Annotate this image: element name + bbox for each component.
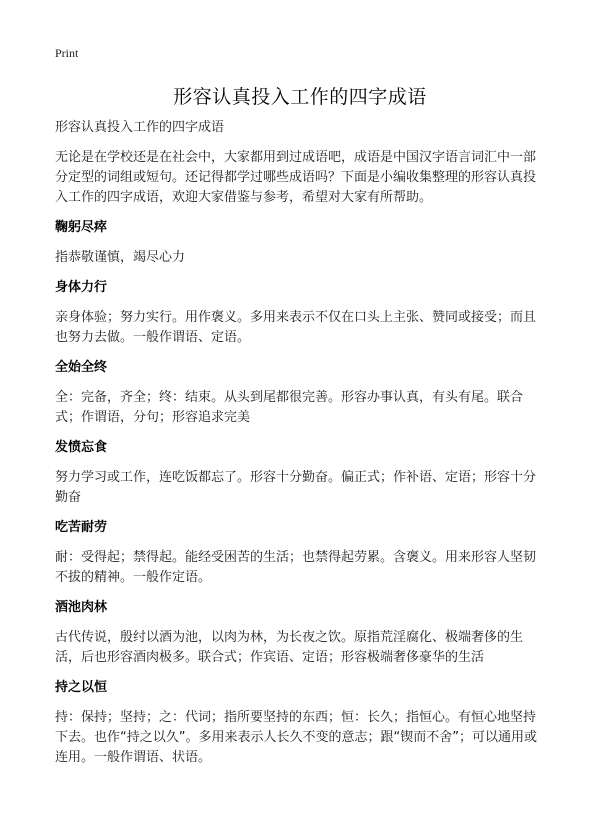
article-body <box>55 118 547 778</box>
idiom-heading: 发愤忘食 <box>55 440 108 455</box>
article-subtitle: 形容认真投入工作的四字成语 <box>55 120 225 135</box>
idiom-section <box>55 678 547 768</box>
idiom-section <box>55 358 547 428</box>
idiom-definition: 全：完备，齐全；终：结束。从头到尾都很完善。形容办事认真，有头有尾。联合式；作谓语，分句；形容追求完美 <box>55 390 524 425</box>
idiom-heading: 吃苦耐劳 <box>55 520 108 535</box>
idiom-heading: 持之以恒 <box>55 680 108 695</box>
idiom-section <box>55 278 547 348</box>
intro-paragraph: 无论是在学校还是在社会中，大家都用到过成语吧，成语是中国汉字语言词汇中一部分定型的词组或短句。还记得都学过哪些成语吗？下面是小编收集整理的形容认真投入工作的四字成语，欢迎大家借鉴与参考，希望对大家有所帮助。 <box>55 150 537 205</box>
idiom-heading: 全始全终 <box>55 360 108 375</box>
idiom-definition: 亲身体验；努力实行。用作褒义。多用来表示不仅在口头上主张、赞同或接受；而且也努力去做。一般作谓语、定语。 <box>55 310 537 345</box>
idiom-heading: 身体力行 <box>55 280 108 295</box>
idiom-definition: 耐：受得起；禁得起。能经受困苦的生活；也禁得起劳累。含褒义。用来形容人坚韧不拔的精神。一般作定语。 <box>55 550 537 585</box>
idiom-definition: 努力学习或工作，连吃饭都忘了。形容十分勤奋。偏正式；作补语、定语；形容十分勤奋 <box>55 470 537 505</box>
idiom-definition: 古代传说，殷纣以酒为池，以肉为林，为长夜之饮。原指荒淫腐化、极端奢侈的生活，后也形容酒肉极多。联合式；作宾语、定语；形容极端奢侈豪华的生活 <box>55 630 524 665</box>
idiom-section <box>55 438 547 508</box>
page-title: 形容认真投入工作的四字成语 <box>173 86 427 108</box>
idiom-heading: 鞠躬尽瘁 <box>55 220 108 235</box>
idiom-section <box>55 598 547 668</box>
idiom-definition: 持：保持；坚持；之：代词；指所要坚持的东西；恒：长久；指恒心。有恒心地坚持下去。也作“持之以久”。多用来表示人长久不变的意志；跟“锲而不舍”；可以通用或连用。一般作谓语、状语。 <box>55 710 537 765</box>
print-label[interactable]: Print <box>55 46 79 60</box>
idiom-section <box>55 218 547 268</box>
idiom-heading: 酒池肉林 <box>55 600 108 615</box>
idiom-definition: 指恭敬谨慎，竭尽心力 <box>55 250 186 265</box>
idiom-section <box>55 518 547 588</box>
